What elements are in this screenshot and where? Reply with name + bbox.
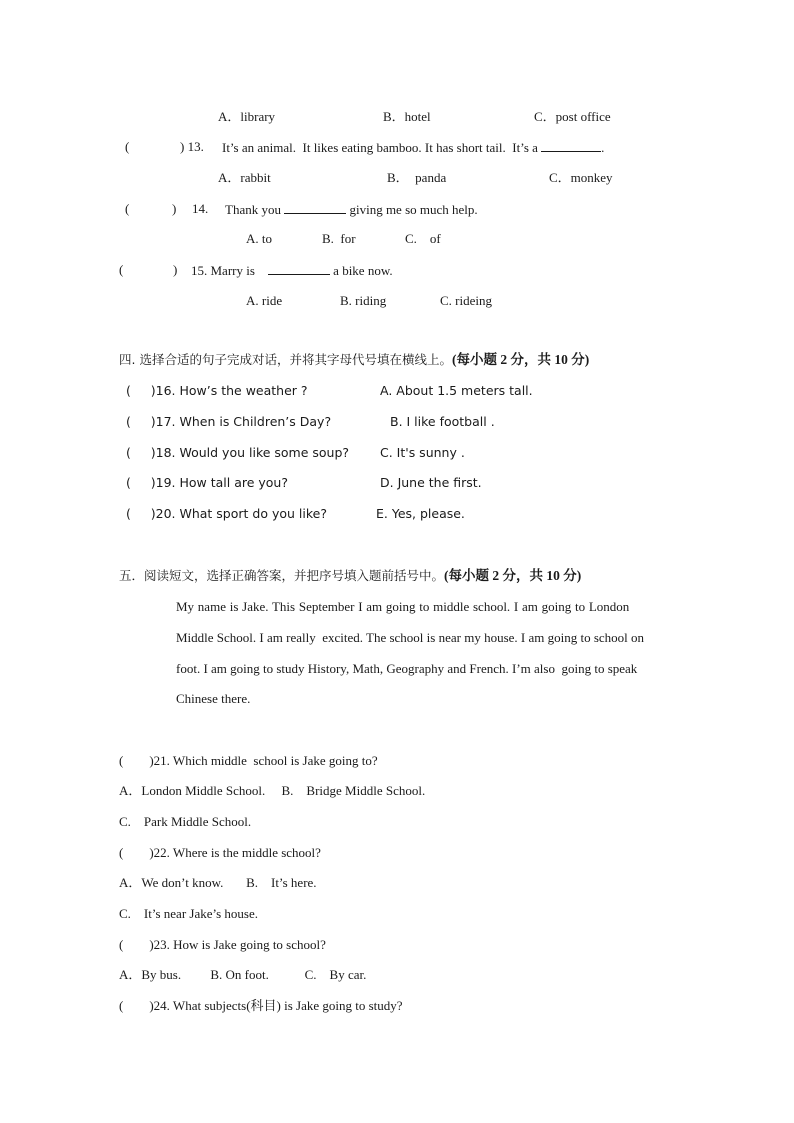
- q13-number: ) 13.: [180, 139, 204, 154]
- q22-options: A．We don’t know. B. It’s here.: [119, 875, 317, 890]
- q15-paren-open: (: [119, 262, 124, 277]
- q21-question: ( )21. Which middle school is Jake going to?: [119, 753, 378, 768]
- section4-title: 四. 选择合适的句子完成对话，并将其字母代号填在横线上。: [119, 352, 452, 367]
- q15-paren-close: ): [173, 262, 178, 277]
- q15-question: [191, 262, 393, 279]
- q15-answer-blank[interactable]: [268, 262, 330, 275]
- q20-question: ( )20. What sport do you like?: [126, 506, 327, 521]
- q22-question: ( )22. Where is the middle school?: [119, 845, 321, 860]
- q13-question: [222, 139, 604, 156]
- q13-question-text: It’s an animal. It likes eating bamboo. It has short tail. It’s a: [222, 140, 538, 155]
- q16-question: ( )16. How’s the weather ?: [126, 383, 308, 398]
- q19-question: ( )19. How tall are you?: [126, 475, 288, 490]
- q15-option-a: A. ride: [246, 293, 283, 308]
- q14-option-c: C. of: [405, 231, 441, 246]
- answer-option-b: B. I like football .: [390, 414, 495, 429]
- q13-answer-blank[interactable]: [541, 139, 601, 152]
- passage-line: foot. I am going to study History, Math, Geography and French. I’m also going to speak: [176, 661, 638, 676]
- q15-option-b: B. riding: [340, 293, 387, 308]
- q18-question: ( )18. Would you like some soup?: [126, 445, 350, 460]
- q24-question: ( )24. What subjects(科目) is Jake going to study?: [119, 998, 403, 1013]
- q14-number: 14.: [192, 201, 209, 216]
- q14-paren-open: (: [125, 201, 130, 216]
- q21-option-c: C. Park Middle School.: [119, 814, 252, 829]
- q14-text-before: Thank you: [225, 202, 281, 217]
- answer-option-c: C. It's sunny .: [380, 445, 465, 460]
- q15-text-before: 15. Marry is: [191, 263, 255, 278]
- q15-text-after: a bike now.: [333, 263, 393, 278]
- answer-option-a: A. About 1.5 meters tall.: [380, 383, 533, 398]
- q12-option-b: B．hotel: [383, 109, 431, 124]
- q13-paren-open: (: [125, 139, 130, 154]
- section5-heading: [119, 568, 581, 584]
- q22-option-c: C. It’s near Jake’s house.: [119, 906, 259, 921]
- q12-option-c: C．post office: [534, 109, 611, 124]
- section4-heading: [119, 352, 589, 368]
- section5-title: 五．阅读短文，选择正确答案，并把序号填入题前括号中。: [119, 568, 445, 583]
- answer-option-d: D. June the first.: [380, 475, 482, 490]
- q14-option-a: A. to: [246, 231, 272, 246]
- q13-option-b: B． panda: [387, 170, 447, 185]
- passage-line: Middle School. I am really excited. The school is near my house. I am going to school on: [176, 630, 645, 645]
- q23-options: A．By bus. B. On foot. C. By car.: [119, 967, 367, 982]
- q14-option-b: B. for: [322, 231, 356, 246]
- q14-text-after: giving me so much help.: [349, 202, 478, 217]
- q13-option-a: A．rabbit: [218, 170, 271, 185]
- q17-question: ( )17. When is Children’s Day?: [126, 414, 332, 429]
- section5-score: (每小题 2 分，共 10 分): [444, 568, 582, 583]
- q13-end: .: [601, 140, 605, 155]
- q14-question: [225, 201, 478, 218]
- passage-line: My name is Jake. This September I am going to middle school. I am going to London: [176, 599, 630, 614]
- q13-option-c: C．monkey: [549, 170, 613, 185]
- answer-option-e: E. Yes, please.: [376, 506, 465, 521]
- q23-question: ( )23. How is Jake going to school?: [119, 937, 326, 952]
- q12-option-a: A．library: [218, 109, 276, 124]
- q14-paren-close: ): [172, 201, 177, 216]
- q14-answer-blank[interactable]: [284, 201, 346, 214]
- passage-line: Chinese there.: [176, 691, 251, 706]
- q15-option-c: C. rideing: [440, 293, 492, 308]
- q21-options: A．London Middle School. B. Bridge Middle School.: [119, 783, 426, 798]
- section4-score: (每小题 2 分，共 10 分): [451, 352, 590, 367]
